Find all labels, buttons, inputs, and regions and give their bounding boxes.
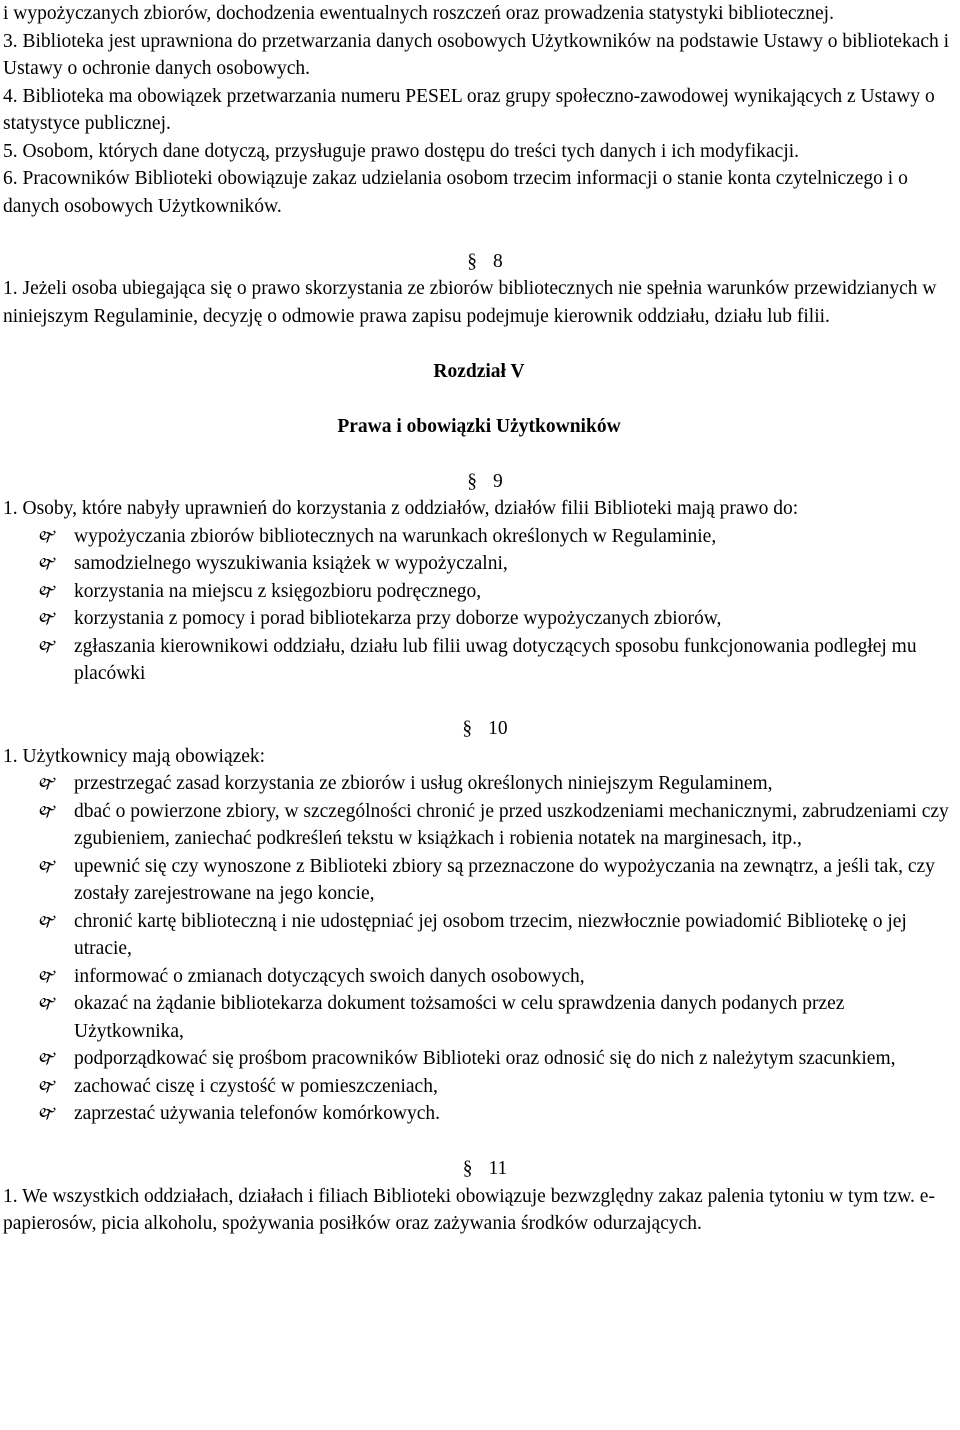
section-number: 9 xyxy=(493,470,503,492)
spacer xyxy=(3,220,955,248)
list-item xyxy=(3,1073,955,1101)
spacer xyxy=(3,440,955,468)
section-symbol: § xyxy=(462,718,473,739)
spacer xyxy=(3,330,955,358)
paragraph-item-5: 5. Osobom, których dane dotyczą, przysługuje prawo dostępu do treści tych danych i ich modyfikacji. xyxy=(3,140,800,162)
list-item-text: zgłaszania kierownikowi oddziału, działu lub filii uwag dotyczących sposobu funkcjonowania podległej mu placówki xyxy=(74,635,917,684)
bullet-icon: 🙰 xyxy=(37,802,58,820)
section-8-paragraph: 1. Jeżeli osoba ubiegająca się o prawo skorzystania ze zbiorów bibliotecznych nie spełnia warunków przewidzianych w niniejszym Regulaminie, decyzję o odmowie prawa zapisu podejmuje kierownik oddziału, działu lub filii. xyxy=(3,278,937,327)
section-number: 8 xyxy=(493,250,503,272)
section-10-intro: 1. Użytkownicy mają obowiązek: xyxy=(3,745,266,767)
bullet-icon: 🙰 xyxy=(37,1050,58,1067)
list-item xyxy=(3,523,955,551)
list-item xyxy=(3,908,955,963)
list-item-text: upewnić się czy wynoszone z Biblioteki zbiory są przeznaczone do wypożyczania na zewnątrz, a jeśli tak, czy zostały zarejestrowane na jego koncie, xyxy=(74,855,935,904)
list-item xyxy=(3,770,955,798)
list-item-text: zaprzestać używania telefonów komórkowych. xyxy=(74,1103,441,1124)
section-heading-8 xyxy=(3,248,955,276)
list-item xyxy=(3,963,955,991)
bullet-icon: 🙰 xyxy=(37,857,58,875)
section-symbol: § xyxy=(462,1158,473,1179)
list-item xyxy=(3,550,955,578)
bullet-icon: 🙰 xyxy=(37,1105,58,1122)
paragraph-item-4: 4. Biblioteka ma obowiązek przetwarzania numeru PESEL oraz grupy społeczno-zawodowej wynikających z Ustawy o statystyce publicznej. xyxy=(3,85,935,134)
section-number: 10 xyxy=(488,718,508,739)
chapter-subtitle: Prawa i obowiązki Użytkowników xyxy=(337,415,621,437)
spacer xyxy=(3,688,955,716)
list-item-text: korzystania na miejscu z księgozbioru podręcznego, xyxy=(74,580,482,602)
list-item xyxy=(3,1100,955,1128)
bullet-icon: 🙰 xyxy=(37,912,58,930)
duties-list xyxy=(3,770,955,1128)
section-symbol: § xyxy=(467,250,477,272)
list-item xyxy=(3,853,955,908)
bullet-icon: 🙰 xyxy=(37,995,58,1012)
list-item-text: dbać o powierzone zbiory, w szczególności chronić je przed uszkodzeniami mechanicznymi, zabrudzeniami czy zgubieniem, zaniechać podkreśleń tekstu w książkach i robienia notatek na marginesach, itp., xyxy=(74,800,949,849)
spacer xyxy=(3,385,955,413)
list-item-text: podporządkować się prośbom pracowników Biblioteki oraz odnosić się do nich z należytym szacunkiem, xyxy=(74,1048,896,1069)
list-item-text: samodzielnego wyszukiwania książek w wypożyczalni, xyxy=(74,553,508,574)
rights-list xyxy=(3,523,955,688)
bullet-icon: 🙰 xyxy=(37,610,58,627)
list-item xyxy=(3,1045,955,1073)
document-page xyxy=(3,0,955,1238)
bullet-icon: 🙰 xyxy=(37,967,58,985)
list-item-text: informować o zmianach dotyczących swoich danych osobowych, xyxy=(74,965,585,987)
section-number: 11 xyxy=(488,1158,508,1179)
section-heading-11 xyxy=(3,1155,955,1183)
section-heading-9 xyxy=(3,468,955,496)
list-item-text: przestrzegać zasad korzystania ze zbiorów i usług określonych niniejszym Regulaminem, xyxy=(74,773,773,794)
list-item xyxy=(3,605,955,633)
paragraph-item-6: 6. Pracowników Biblioteki obowiązuje zakaz udzielania osobom trzecim informacji o stanie konta czytelniczego i o danych osobowych Użytkowników. xyxy=(3,168,908,217)
list-item-text: korzystania z pomocy i porad bibliotekarza przy doborze wypożyczanych zbiorów, xyxy=(74,608,722,629)
chapter-title: Rozdział V xyxy=(433,360,525,382)
section-symbol: § xyxy=(467,470,477,492)
list-item xyxy=(3,578,955,606)
list-item-text: okazać na żądanie bibliotekarza dokument tożsamości w celu sprawdzenia danych podanych przez Użytkownika, xyxy=(74,993,845,1042)
bullet-icon: 🙰 xyxy=(37,1077,58,1095)
bullet-icon: 🙰 xyxy=(37,775,58,792)
list-item-text: wypożyczania zbiorów bibliotecznych na warunkach określonych w Regulaminie, xyxy=(74,525,717,547)
paragraph-item-3: 3. Biblioteka jest uprawniona do przetwarzania danych osobowych Użytkowników na podstawie Ustawy o bibliotekach i Ustawy o ochronie danych osobowych. xyxy=(3,30,950,79)
section-11-paragraph: 1. We wszystkich oddziałach, działach i filiach Biblioteki obowiązuje bezwzględny zakaz palenia tytoniu w tym tzw. e-papierosów, picia alkoholu, spożywania posiłków oraz zażywania środków odurzających. xyxy=(3,1185,935,1234)
list-item xyxy=(3,633,955,688)
section-9-intro: 1. Osoby, które nabyły uprawnień do korzystania z oddziałów, działów filii Biblioteki mają prawo do: xyxy=(3,498,799,519)
bullet-icon: 🙰 xyxy=(37,637,58,655)
paragraph-continuation: i wypożyczanych zbiorów, dochodzenia ewentualnych roszczeń oraz prowadzenia statystyki bibliotecznej. xyxy=(3,3,834,24)
spacer xyxy=(3,1128,955,1156)
list-item xyxy=(3,990,955,1045)
bullet-icon: 🙰 xyxy=(37,582,58,600)
bullet-icon: 🙰 xyxy=(37,555,58,572)
list-item xyxy=(3,798,955,853)
bullet-icon: 🙰 xyxy=(37,527,58,545)
list-item-text: zachować ciszę i czystość w pomieszczeniach, xyxy=(74,1075,438,1097)
section-heading-10 xyxy=(3,715,955,743)
list-item-text: chronić kartę biblioteczną i nie udostępniać jej osobom trzecim, niezwłocznie powiadomić Bibliotekę o jej utracie, xyxy=(74,910,907,959)
